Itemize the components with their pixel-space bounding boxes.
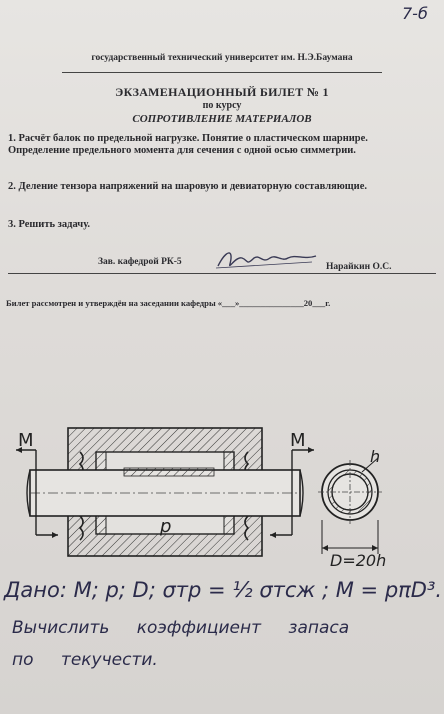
task-line-1	[12, 618, 371, 638]
corner-note: 7-б	[402, 4, 428, 23]
ticket-title: ЭКЗАМЕНАЦИОННЫЙ БИЛЕТ № 1	[115, 85, 329, 99]
head-of-department-label: Зав. кафедрой РК-5	[98, 257, 182, 267]
thickness-label: h	[370, 447, 381, 466]
task-word: текучести.	[60, 650, 158, 670]
header-divider	[62, 72, 382, 73]
task-word: запаса	[288, 618, 350, 638]
university-name: государственный технический университет им. Н.Э.Баумана	[91, 53, 353, 63]
task-word: по	[12, 650, 34, 670]
subject-title: СОПРОТИВЛЕНИЕ МАТЕРИАЛОВ	[132, 113, 312, 125]
pressure-label: p	[160, 516, 172, 537]
tube-cross-section	[318, 458, 382, 554]
given-data: Дано: M; p; D; σтр = ½ σтсж ; M = pπD³.	[4, 578, 443, 602]
approval-line: Билет рассмотрен и утверждён на заседании кафедры «___»_______________20___г.	[6, 298, 331, 308]
problem-drawing	[0, 420, 444, 570]
signature	[212, 246, 322, 274]
question-2: 2. Деление тензора напряжений на шаровую и девиаторную составляющие.	[8, 181, 367, 192]
head-of-department-name: Нарайкин О.С.	[326, 262, 392, 272]
moment-left-label: M	[18, 430, 34, 451]
signature-divider	[8, 273, 436, 274]
task-line-2	[12, 650, 180, 670]
question-3: 3. Решить задачу.	[8, 219, 91, 230]
task-word: Вычислить	[12, 618, 110, 638]
moment-right-label: M	[290, 430, 306, 451]
question-1: 1. Расчёт балок по предельной нагрузке. Понятие о пластическом шарнире. Определение предельного момента для сечения с одной осью симметрии.	[8, 133, 368, 156]
tube	[27, 468, 303, 516]
course-label: по курсу	[202, 100, 242, 111]
task-word: коэффициент	[136, 618, 261, 638]
diameter-label: D=20h	[330, 551, 387, 570]
